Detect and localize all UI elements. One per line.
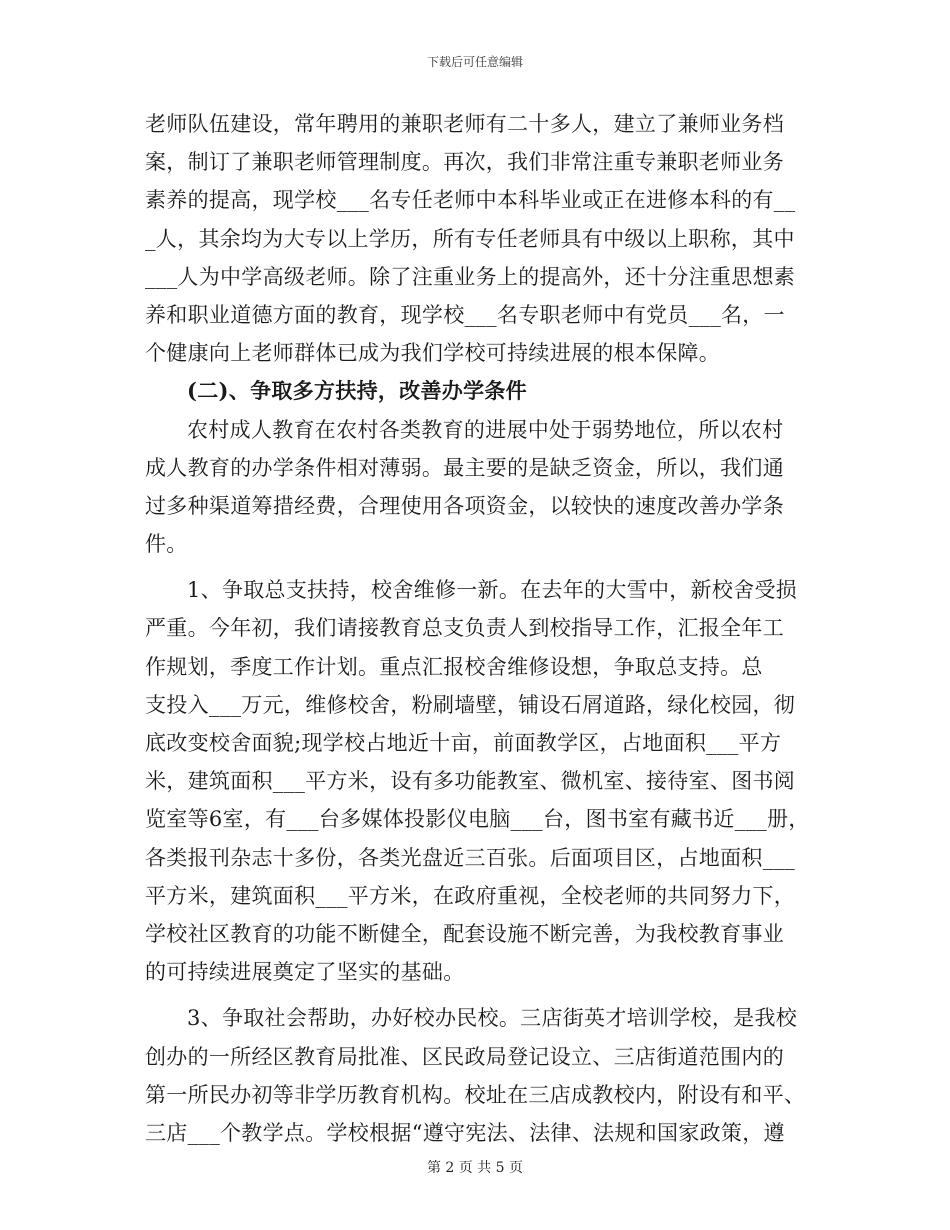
- text-line: 作规划，季度工作计划。重点汇报校舍维修设想，争取总支持。总: [145, 654, 763, 679]
- text-line: 3、争取社会帮助，办好校办民校。三店街英才培训学校，是我校: [187, 1006, 798, 1031]
- page-footer: 第 2 页 共 5 页: [426, 1160, 524, 1176]
- text-line: 案，制订了兼职老师管理制度。再次，我们非常注重专兼职老师业务: [145, 150, 784, 175]
- header-note: 下载后可任意编辑: [426, 55, 523, 69]
- text-line: 三店___个教学点。学校根据“遵守宪法、法律、法规和国家政策，遵: [145, 1120, 785, 1145]
- text-line: 农村成人教育在农村各类教育的进展中处于弱势地位，所以农村: [187, 417, 784, 442]
- text-line: 第一所民办初等非学历教育机构。校址在三店成教校内，附设有和平、: [145, 1082, 806, 1107]
- text-line: _人，其余均为大专以上学历，所有专任老师具有中级以上职称，其中: [145, 226, 795, 251]
- text-line: 素养的提高，现学校___名专任老师中本科毕业或正在进修本科的有__: [145, 188, 796, 213]
- text-line: 学校社区教育的功能不断健全，配套设施不断完善，为我校教育事业: [145, 921, 784, 946]
- section-heading: (二)、争取多方扶持，改善办学条件: [187, 378, 527, 404]
- text-line: 支投入___万元，维修校舍，粉刷墙壁，铺设石屑道路，绿化校园，彻: [145, 692, 796, 717]
- text-line: 件。: [145, 532, 188, 557]
- paragraph-conditions: [145, 411, 805, 564]
- text-line: 过多种渠道筹措经费，合理使用各项资金，以较快的速度改善办学条: [145, 493, 784, 518]
- text-line: 米，建筑面积___平方米，设有多功能教室、微机室、接待室、图书阅: [145, 769, 796, 794]
- text-line: 老师队伍建设，常年聘用的兼职老师有二十多人，建立了兼师业务档: [145, 112, 784, 136]
- text-line: 个健康向上老师群体已成为我们学校可持续进展的根本保障。: [145, 341, 721, 366]
- text-line: 的可持续进展奠定了坚实的基础。: [145, 960, 465, 985]
- text-line: 1、争取总支扶持，校舍维修一新。在去年的大雪中，新校舍受损: [187, 578, 798, 603]
- text-line: 严重。今年初，我们请接教育总支负责人到校指导工作，汇报全年工: [145, 616, 784, 641]
- paragraph-teachers: [145, 105, 805, 372]
- text-line: ___人为中学高级老师。除了注重业务上的提高外，还十分注重思想素: [145, 264, 796, 289]
- paragraph-item-3: [145, 999, 805, 1152]
- text-line: 览室等6室，有___台多媒体投影仪电脑___台，图书室有藏书近___册，: [145, 807, 810, 832]
- text-line: 养和职业道德方面的教育，现学校___名专职老师中有党员___名，一: [145, 302, 785, 327]
- text-line: 各类报刊杂志十多份，各类光盘近三百张。后面项目区，占地面积___: [145, 845, 796, 870]
- paragraph-item-1: [145, 571, 810, 991]
- text-line: 底改变校舍面貌;现学校占地近十亩，前面教学区，占地面积___平方: [145, 731, 782, 755]
- text-line: 成人教育的办学条件相对薄弱。最主要的是缺乏资金，所以，我们通: [145, 455, 784, 480]
- document-body: [145, 105, 810, 1152]
- text-line: 平方米，建筑面积___平方米，在政府重视，全校老师的共同努力下，: [145, 883, 796, 908]
- text-line: 创办的一所经区教育局批准、区民政局登记设立、三店街道范围内的: [145, 1044, 784, 1069]
